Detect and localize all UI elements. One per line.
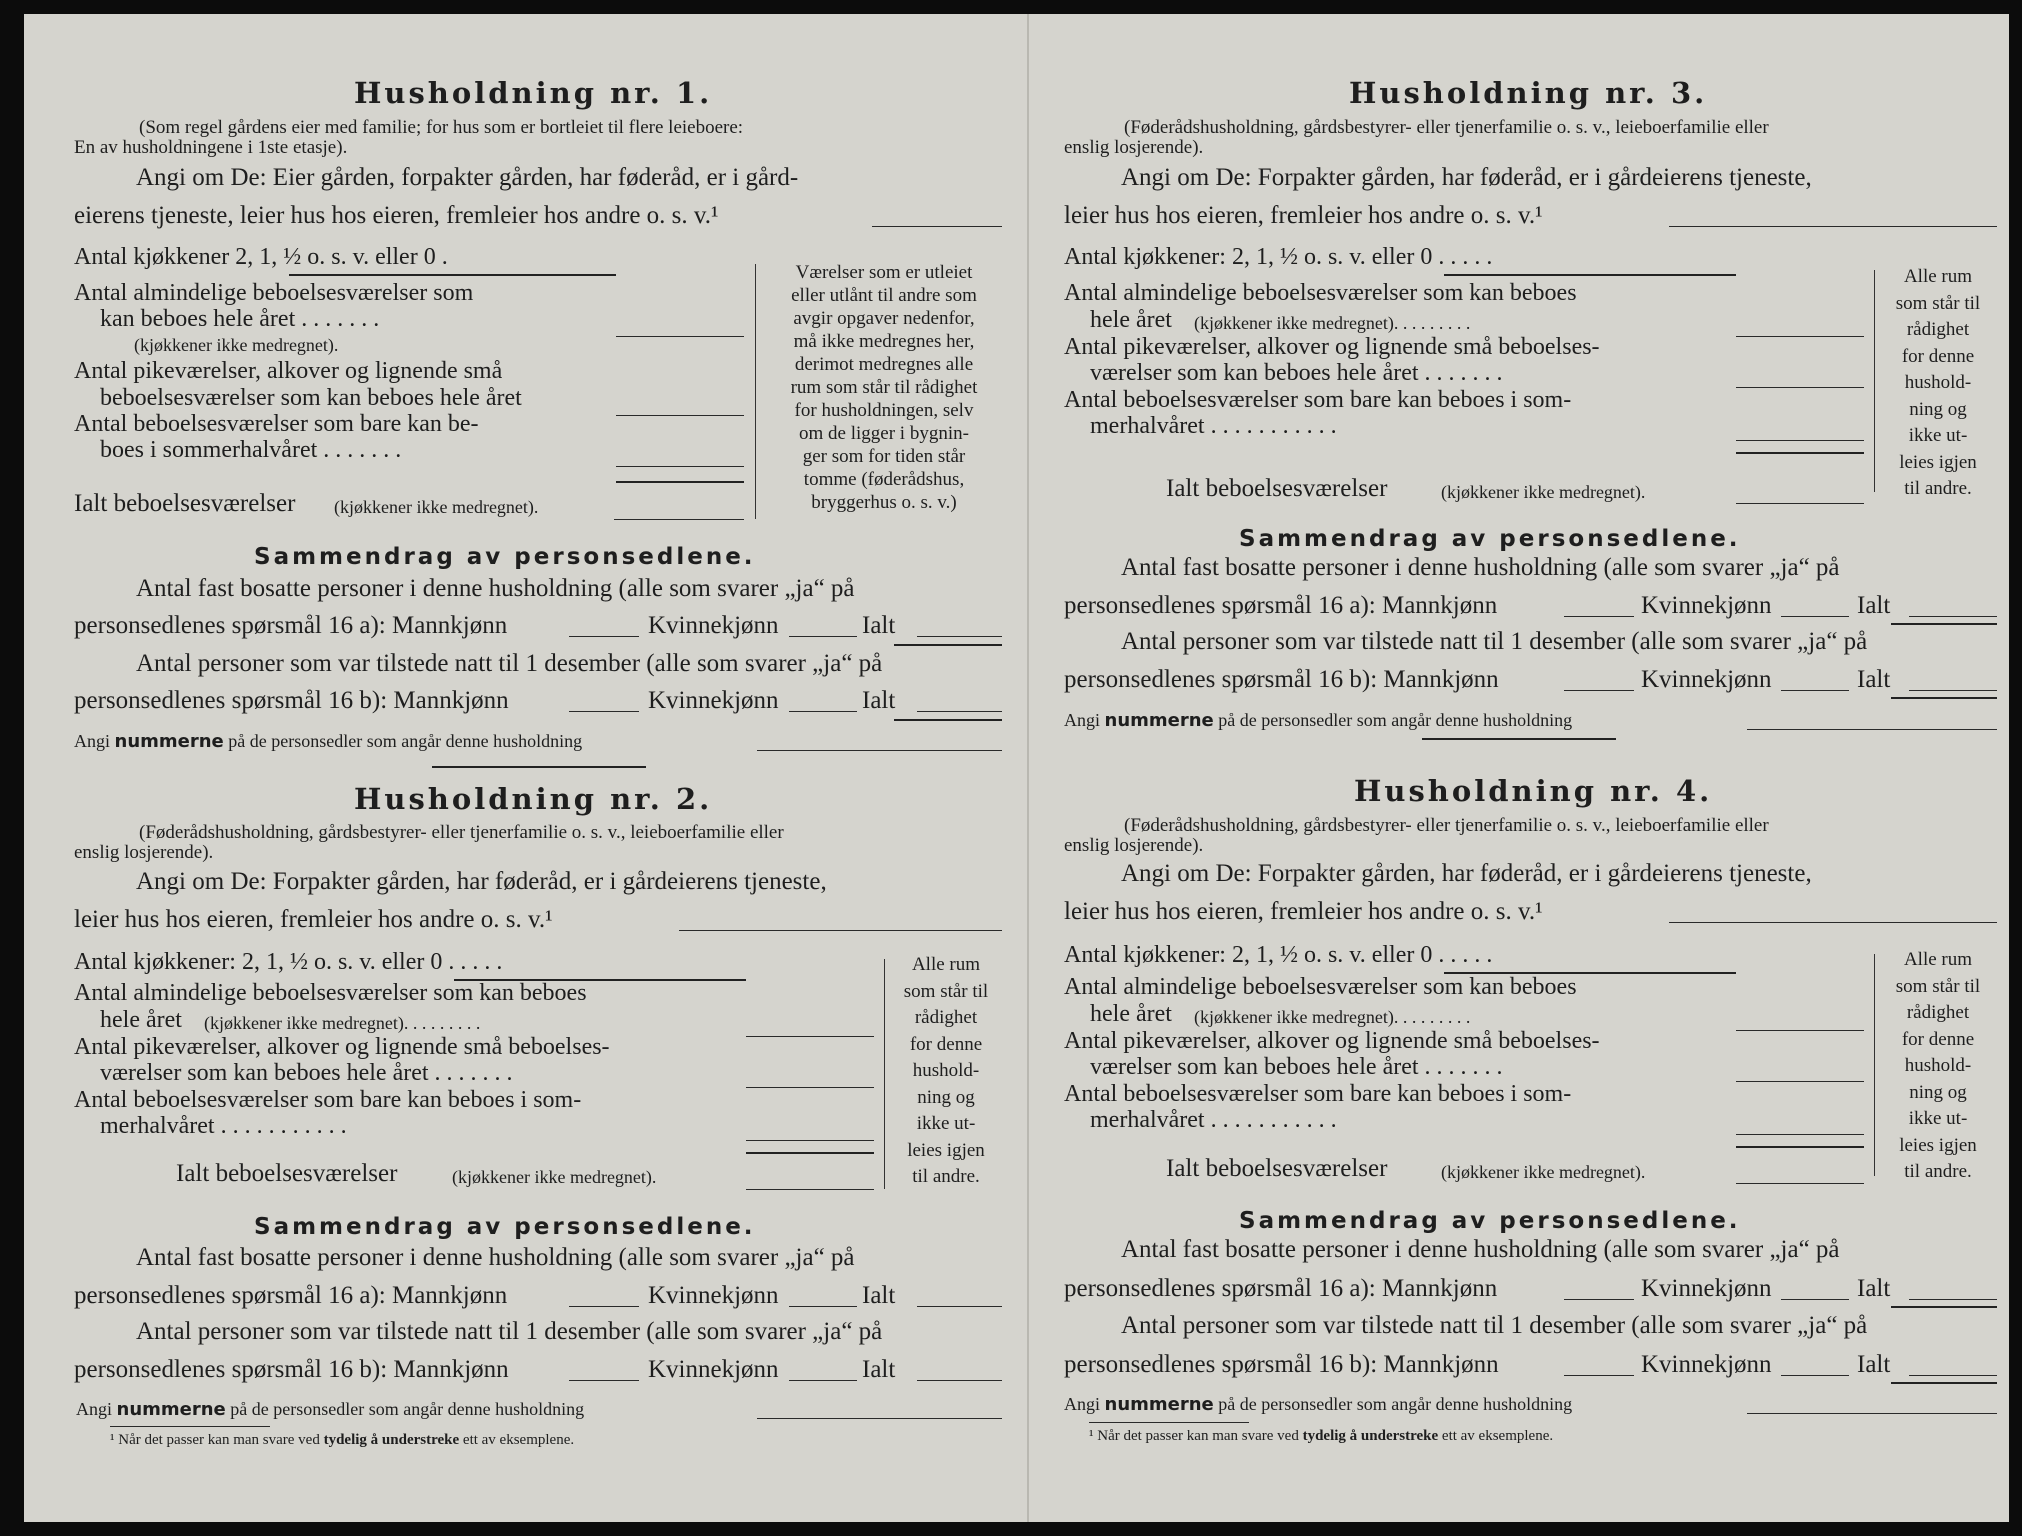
household-4-resident-total-line[interactable] [1909,1299,1997,1300]
household-4-resident-total-underline [1891,1306,1997,1308]
household-4-resident-total-label: Ialt [1857,1275,1891,1302]
household-4-present-male-label: personsedlenes spørsmål 16 b): Mannkjønn [1064,1351,1499,1378]
household-1-summary-title: Sammendrag av personsedlene. [254,544,756,570]
household-4-regular-rooms-line1: Antal almindelige beboelsesværelser som kan beboes [1064,974,1577,1000]
household-4-small-rooms-line[interactable] [1736,1081,1864,1082]
household-3-kitchens: Antal kjøkkener: 2, 1, ½ o. s. v. eller 0 . . . . . [1064,244,1493,270]
household-3-angi-answer-line[interactable] [1669,226,1997,227]
household-2-present-female-line[interactable] [789,1380,857,1381]
household-4-total-label: Ialt beboelsesværelser [1166,1155,1388,1182]
household-1-present-total-label: Ialt [862,687,896,714]
household-2-present-total-line[interactable] [917,1380,1002,1381]
household-2-small-rooms-line[interactable] [746,1087,874,1088]
household-1-angi-line2: eierens tjeneste, leier hus hos eieren, fremleier hos andre o. s. v.¹ [74,202,719,229]
household-1-kitchens-line[interactable] [289,274,616,276]
household-2-resident-total-label: Ialt [862,1282,896,1309]
household-4-angi-answer-line[interactable] [1669,922,1997,923]
household-1-side-note: Værelser som er utleiet eller utlånt til andre som avgir opgaver nedenfor, må ikke medregnes her, derimot medregnes alle rum som står til rådighet for husholdningen, selv om de ligger i bygnin- ger som for tiden står tomme (føderådshus, bryggerhus o. s. v.) [790,262,978,513]
household-2-numbers-rest: på de personsedler som angår denne husholdning [230,1399,585,1419]
household-4-angi-line1: Angi om De: Forpakter gården, har føderåd, er i gårdeierens tjeneste, [1121,860,1812,887]
footnote-left [110,1432,574,1449]
household-1-regular-rooms-line2: kan beboes hele året . . . . . . . [100,306,380,332]
household-1-numbers-angi: Angi [74,731,110,751]
household-3-subtitle-line2: enslig losjerende). [1064,137,1204,158]
household-3-small-rooms-line1: Antal pikeværelser, alkover og lignende små beboelses- [1064,334,1600,360]
household-4-present-line1: Antal personer som var tilstede natt til 1 desember (alle som svarer „ja“ på [1121,1312,1868,1339]
household-1-present-female-label: Kvinnekjønn [648,687,779,714]
household-4-present-female-line[interactable] [1781,1375,1849,1376]
household-1-angi-answer-line[interactable] [872,226,1002,227]
household-2-kitchens: Antal kjøkkener: 2, 1, ½ o. s. v. eller 0 . . . . . [74,949,503,975]
household-2-summer-rooms-line1: Antal beboelsesværelser som bare kan beboes i som- [74,1087,582,1113]
household-1-regular-rooms-line1: Antal almindelige beboelsesværelser som [74,280,474,306]
household-4-angi-line2: leier hus hos eieren, fremleier hos andre o. s. v.¹ [1064,898,1543,925]
household-1-kitchens: Antal kjøkkener 2, 1, ½ o. s. v. eller 0 . [74,244,448,270]
household-1-regular-rooms-line[interactable] [616,336,744,337]
household-2-title: Husholdning nr. 2. [354,782,713,816]
household-4-summer-rooms-line[interactable] [1736,1134,1864,1135]
household-3-regular-rooms-line1: Antal almindelige beboelsesværelser som kan beboes [1064,280,1577,306]
household-2-angi-line1: Angi om De: Forpakter gården, har føderåd, er i gårdeierens tjeneste, [136,868,827,895]
footnote-right [1089,1428,1553,1445]
household-4-present-total-underline [1891,1382,1997,1384]
household-2-subtitle-line2: enslig losjerende). [74,842,214,863]
household-3-present-total-label: Ialt [1857,666,1891,693]
household-3-title: Husholdning nr. 3. [1349,76,1708,110]
footnote-left-part1: ¹ Når det passer kan man svare ved [110,1432,320,1448]
household-3-summer-rooms-line1: Antal beboelsesværelser som bare kan beboes i som- [1064,387,1572,413]
household-1-angi-line1: Angi om De: Eier gården, forpakter gården, har føderåd, er i gård- [136,164,799,191]
footnote-left-bold: tydelig å understreke [323,1432,460,1448]
household-3-present-female-line[interactable] [1781,690,1849,691]
household-2-regular-rooms-line1: Antal almindelige beboelsesværelser som kan beboes [74,980,587,1006]
household-2-summer-rooms-line2: merhalvåret . . . . . . . . . . . [100,1113,347,1139]
household-1-present-male-label: personsedlenes spørsmål 16 b): Mannkjønn [74,687,509,714]
household-2-regular-rooms-note: (kjøkkener ikke medregnet). . . . . . . . . [204,1013,481,1033]
footnote-right-part3: ett av eksemplene. [1441,1428,1554,1444]
household-3-numbers-line[interactable] [1747,729,1997,730]
footnote-right-bold: tydelig å understreke [1302,1428,1439,1444]
household-separator-3-4 [1422,738,1616,740]
household-2-regular-rooms-line2a: hele året [100,1007,182,1033]
household-2-numbers-label [76,1399,584,1420]
household-4-resident-male-line[interactable] [1564,1299,1634,1300]
household-2-present-total-label: Ialt [862,1356,896,1383]
household-2-side-note: Alle rum som står til rådighet for denne hushold- ning og ikke ut- leies igjen til andre. [903,954,989,1187]
household-2-total-note: (kjøkkener ikke medregnet). [452,1167,657,1187]
household-2-numbers-line[interactable] [757,1418,1002,1419]
household-3-summer-rooms-line[interactable] [1736,440,1864,441]
household-4-title: Husholdning nr. 4. [1354,774,1713,808]
household-3-side-note: Alle rum som står til rådighet for denne hushold- ning og ikke ut- leies igjen til andre. [1895,266,1981,499]
household-3-resident-total-line[interactable] [1909,616,1997,617]
household-3-kitchens-line[interactable] [1444,274,1736,276]
household-1-brace [755,264,756,519]
household-4-present-total-label: Ialt [1857,1351,1891,1378]
household-1-total-note: (kjøkkener ikke medregnet). [334,497,539,517]
household-2-summer-rooms-underline [746,1152,874,1154]
household-4-subtitle-line2: enslig losjerende). [1064,835,1204,856]
household-2-resident-female-line[interactable] [789,1306,857,1307]
household-1-small-rooms-line[interactable] [616,415,744,416]
household-1-resident-line1: Antal fast bosatte personer i denne husholdning (alle som svarer „ja“ på [136,575,855,602]
household-3-resident-male-line[interactable] [1564,616,1634,617]
household-4-total-line[interactable] [1736,1183,1864,1184]
household-3-subtitle-line1: (Føderådshusholdning, gårdsbestyrer- eller tjenerfamilie o. s. v., leieboerfamilie eller [1124,117,1769,138]
household-2-resident-line1: Antal fast bosatte personer i denne husholdning (alle som svarer „ja“ på [136,1244,855,1271]
household-2-angi-line2: leier hus hos eieren, fremleier hos andre o. s. v.¹ [74,906,553,933]
household-1-resident-male-label: personsedlenes spørsmål 16 a): Mannkjønn [74,612,508,639]
household-1-summer-rooms-line1: Antal beboelsesværelser som bare kan be- [74,411,479,437]
household-4-numbers-label [1064,1394,1572,1415]
household-4-resident-female-label: Kvinnekjønn [1641,1275,1772,1302]
household-3-summer-rooms-underline [1736,452,1864,454]
household-4-summary-title: Sammendrag av personsedlene. [1239,1208,1741,1234]
household-2-resident-female-label: Kvinnekjønn [648,1282,779,1309]
household-1-resident-male-line[interactable] [569,636,639,637]
household-4-resident-line1: Antal fast bosatte personer i denne husholdning (alle som svarer „ja“ på [1121,1236,1840,1263]
household-1-total-label: Ialt beboelsesværelser [74,490,296,517]
household-1-subtitle-line1: (Som regel gårdens eier med familie; for hus som er bortleiet til flere leieboere: [139,117,744,138]
household-1-present-male-line[interactable] [569,711,639,712]
household-4-side-note: Alle rum som står til rådighet for denne hushold- ning og ikke ut- leies igjen til andre. [1895,949,1981,1182]
household-2-summer-rooms-line[interactable] [746,1140,874,1141]
household-3-summary-title: Sammendrag av personsedlene. [1239,526,1741,552]
household-3-resident-female-line[interactable] [1781,616,1849,617]
household-1-regular-rooms-note: (kjøkkener ikke medregnet). [134,335,339,355]
household-2-numbers-angi: Angi [76,1399,112,1419]
household-2-summary-title: Sammendrag av personsedlene. [254,1214,756,1240]
household-4-resident-male-label: personsedlenes spørsmål 16 a): Mannkjønn [1064,1275,1498,1302]
household-2-present-male-line[interactable] [569,1380,639,1381]
household-2-present-female-label: Kvinnekjønn [648,1356,779,1383]
household-2-present-male-label: personsedlenes spørsmål 16 b): Mannkjønn [74,1356,509,1383]
household-4-brace [1874,954,1875,1176]
household-3-total-note: (kjøkkener ikke medregnet). [1441,482,1646,502]
household-2-resident-male-label: personsedlenes spørsmål 16 a): Mannkjønn [74,1282,508,1309]
household-1-total-line[interactable] [614,519,744,520]
household-1-resident-total-line[interactable] [917,636,1002,637]
household-1-summer-rooms-line2: boes i sommerhalvåret . . . . . . . [100,437,402,463]
left-page [24,14,1027,1522]
household-1-present-line1: Antal personer som var tilstede natt til 1 desember (alle som svarer „ja“ på [136,650,883,677]
household-3-angi-line2: leier hus hos eieren, fremleier hos andre o. s. v.¹ [1064,202,1543,229]
household-3-present-female-label: Kvinnekjønn [1641,666,1772,693]
household-1-summer-rooms-underline [616,481,744,483]
household-1-present-female-line[interactable] [789,711,857,712]
footnote-right-part1: ¹ Når det passer kan man svare ved [1089,1428,1299,1444]
household-3-total-line[interactable] [1736,503,1864,504]
household-2-angi-answer-line[interactable] [679,930,1002,931]
household-3-numbers-rest: på de personsedler som angår denne husholdning [1218,710,1573,730]
household-3-present-male-line[interactable] [1564,690,1634,691]
household-4-numbers-line[interactable] [1747,1413,1997,1414]
household-3-present-male-label: personsedlenes spørsmål 16 b): Mannkjønn [1064,666,1499,693]
household-4-resident-female-line[interactable] [1781,1299,1849,1300]
household-3-resident-total-label: Ialt [1857,592,1891,619]
household-3-resident-line1: Antal fast bosatte personer i denne husholdning (alle som svarer „ja“ på [1121,554,1840,581]
household-1-summer-rooms-line[interactable] [616,466,744,467]
household-3-regular-rooms-line2a: hele året [1090,307,1172,333]
household-1-resident-female-label: Kvinnekjønn [648,612,779,639]
household-3-resident-total-underline [1891,623,1997,625]
household-1-resident-total-label: Ialt [862,612,896,639]
household-3-brace [1874,270,1875,492]
household-3-present-total-underline [1891,697,1997,699]
household-2-total-line[interactable] [746,1189,874,1190]
household-4-summer-rooms-underline [1736,1146,1864,1148]
household-1-present-total-line[interactable] [917,711,1002,712]
household-1-resident-total-underline [894,644,1002,646]
footnote-rule-right [1089,1422,1249,1423]
household-1-present-total-underline [894,719,1002,721]
household-4-summer-rooms-line2: merhalvåret . . . . . . . . . . . [1090,1107,1337,1133]
household-2-small-rooms-line2: værelser som kan beboes hele året . . . . . . . [100,1060,513,1086]
household-2-brace [884,959,885,1189]
household-4-present-total-line[interactable] [1909,1375,1997,1376]
household-1-numbers-line[interactable] [757,750,1002,751]
household-3-numbers-label [1064,710,1572,731]
census-sheet [24,14,2009,1522]
household-3-present-total-line[interactable] [1909,690,1997,691]
household-2-subtitle-line1: (Føderådshusholdning, gårdsbestyrer- eller tjenerfamilie o. s. v., leieboerfamilie eller [139,822,784,843]
household-1-resident-female-line[interactable] [789,636,857,637]
household-1-title: Husholdning nr. 1. [354,76,713,110]
household-separator-1-2 [432,766,646,768]
household-3-total-label: Ialt beboelsesværelser [1166,475,1388,502]
household-1-small-rooms-line1: Antal pikeværelser, alkover og lignende små [74,358,503,384]
household-3-present-line1: Antal personer som var tilstede natt til 1 desember (alle som svarer „ja“ på [1121,628,1868,655]
household-3-small-rooms-line[interactable] [1736,387,1864,388]
household-2-numbers-bold: nummerne [116,1399,226,1420]
household-4-total-note: (kjøkkener ikke medregnet). [1441,1162,1646,1182]
household-2-present-line1: Antal personer som var tilstede natt til 1 desember (alle som svarer „ja“ på [136,1318,883,1345]
household-4-regular-rooms-note: (kjøkkener ikke medregnet). . . . . . . . . [1194,1007,1471,1027]
household-2-resident-male-line[interactable] [569,1306,639,1307]
household-3-summer-rooms-line2: merhalvåret . . . . . . . . . . . [1090,413,1337,439]
household-4-present-female-label: Kvinnekjønn [1641,1351,1772,1378]
household-3-regular-rooms-line[interactable] [1736,336,1864,337]
household-4-numbers-bold: nummerne [1104,1394,1214,1415]
household-3-numbers-bold: nummerne [1104,710,1214,731]
household-4-small-rooms-line1: Antal pikeværelser, alkover og lignende små beboelses- [1064,1028,1600,1054]
footnote-rule-left [110,1426,270,1427]
household-4-numbers-rest: på de personsedler som angår denne husholdning [1218,1394,1573,1414]
household-2-total-label: Ialt beboelsesværelser [176,1160,398,1187]
household-3-small-rooms-line2: værelser som kan beboes hele året . . . . . . . [1090,360,1503,386]
household-4-summer-rooms-line1: Antal beboelsesværelser som bare kan beboes i som- [1064,1081,1572,1107]
household-3-resident-female-label: Kvinnekjønn [1641,592,1772,619]
right-page [1029,14,2009,1522]
household-4-present-male-line[interactable] [1564,1375,1634,1376]
household-4-small-rooms-line2: værelser som kan beboes hele året . . . . . . . [1090,1054,1503,1080]
household-3-numbers-angi: Angi [1064,710,1100,730]
household-4-regular-rooms-line2a: hele året [1090,1001,1172,1027]
household-1-numbers-rest: på de personsedler som angår denne husholdning [228,731,583,751]
household-4-subtitle-line1: (Føderådshusholdning, gårdsbestyrer- eller tjenerfamilie o. s. v., leieboerfamilie eller [1124,815,1769,836]
household-1-numbers-label [74,731,582,752]
household-3-angi-line1: Angi om De: Forpakter gården, har føderåd, er i gårdeierens tjeneste, [1121,164,1812,191]
household-1-subtitle-line2: En av husholdningene i 1ste etasje). [74,137,348,158]
footnote-left-part3: ett av eksemplene. [462,1432,575,1448]
household-4-regular-rooms-line[interactable] [1736,1030,1864,1031]
household-2-regular-rooms-line[interactable] [746,1036,874,1037]
household-2-small-rooms-line1: Antal pikeværelser, alkover og lignende små beboelses- [74,1034,610,1060]
household-2-resident-total-line[interactable] [917,1306,1002,1307]
household-1-small-rooms-line2: beboelsesværelser som kan beboes hele året [100,385,522,411]
household-4-numbers-angi: Angi [1064,1394,1100,1414]
household-3-regular-rooms-note: (kjøkkener ikke medregnet). . . . . . . . . [1194,313,1471,333]
household-3-resident-male-label: personsedlenes spørsmål 16 a): Mannkjønn [1064,592,1498,619]
household-1-numbers-bold: nummerne [114,731,224,752]
household-4-kitchens: Antal kjøkkener: 2, 1, ½ o. s. v. eller 0 . . . . . [1064,942,1493,968]
